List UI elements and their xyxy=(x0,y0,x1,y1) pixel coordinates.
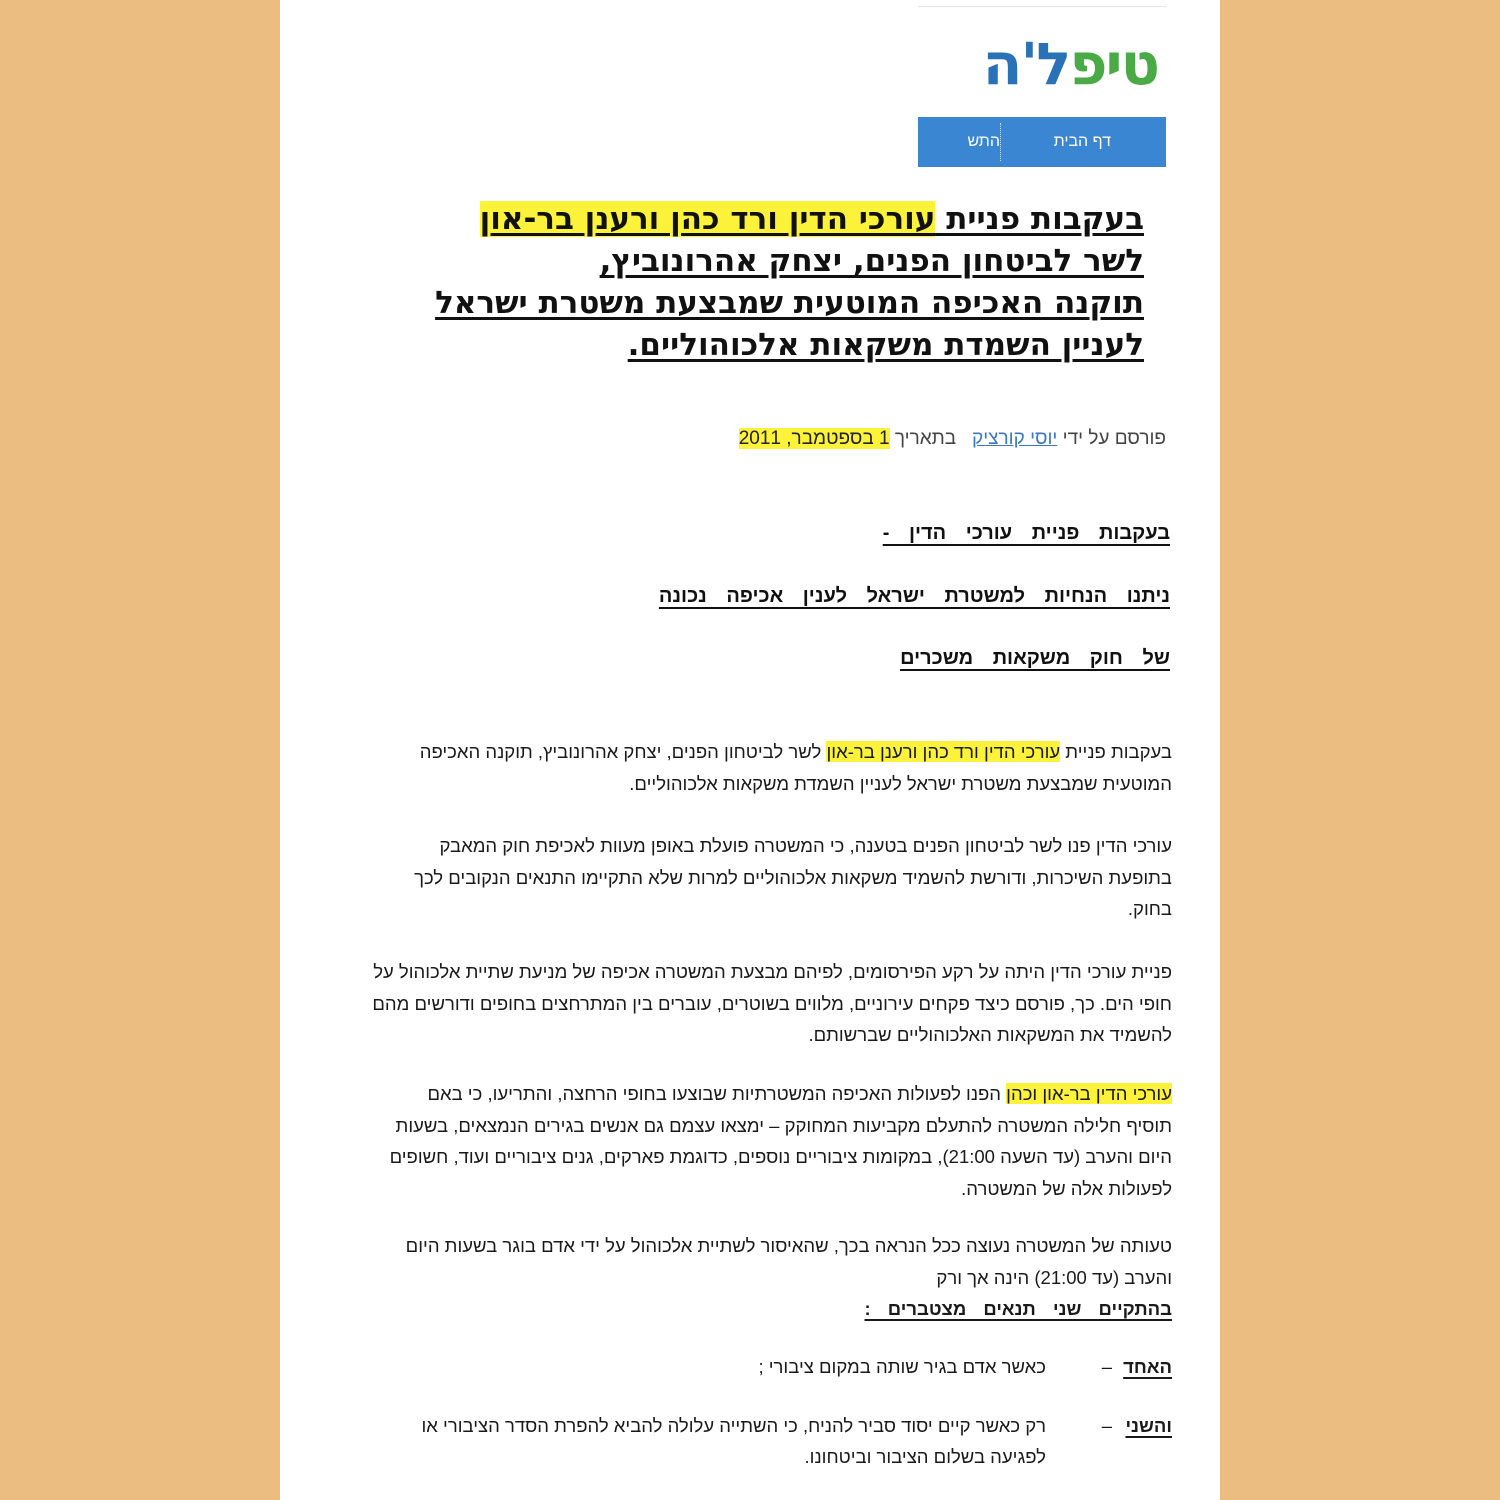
date-label: בתאריך xyxy=(894,428,957,449)
paragraph-1 xyxy=(372,736,1172,799)
author-link[interactable]: יוסי קורציק xyxy=(972,428,1058,449)
logo-text-green: טיפ xyxy=(1069,30,1158,98)
post-date: 1 בספטמבר, 2011 xyxy=(738,428,890,449)
p4-highlight-lawyers: עורכי הדין בר-און וכהן xyxy=(1006,1083,1172,1104)
headline-highlight-lawyers: עורכי הדין ורד כהן ורענן בר-און xyxy=(479,201,936,237)
header-divider xyxy=(918,6,1166,7)
document-page xyxy=(280,0,1220,1500)
headline-line2: לשר לביטחון הפנים, יצחק אהרונוביץ, xyxy=(599,243,1144,279)
subheading-2: ניתנו הנחיות למשטרת ישראל לענין אכיפה נכונה xyxy=(658,585,1170,607)
nav-item-partial[interactable]: התש xyxy=(967,133,1000,150)
condition-2-dash: – xyxy=(1101,1415,1112,1436)
site-logo[interactable] xyxy=(908,28,1158,100)
headline-line1-pre: בעקבות פניית xyxy=(935,201,1144,237)
paragraph-4 xyxy=(382,1078,1172,1204)
condition-item-1 xyxy=(342,1351,1172,1391)
nav-separator xyxy=(1000,123,1001,161)
logo-text-blue: ל'ה xyxy=(982,30,1070,98)
p5-text: טעותה של המשטרה נעוצה ככל הנראה בכך, שהאיסור לשתיית אלכוהול על ידי אדם בוגר בשעות היום והערב (עד 21:00) הינה אך ורק xyxy=(405,1235,1172,1288)
subheading-1: בעקבות פניית עורכי הדין - xyxy=(882,522,1170,544)
paragraph-2: עורכי הדין פנו לשר לביטחון הפנים בטענה, כי המשטרה פועלת באופן מעוות לאכיפת חוק המאבק בתופעת השיכרות, ודורשת להשמיד משקאות אלכוהוליים למרות שלא התקיימו התנאים הנקובים לכך בחוק. xyxy=(414,835,1172,919)
condition-1-label: האחד xyxy=(1123,1356,1172,1377)
p1-pre: בעקבות פניית xyxy=(1060,741,1172,762)
p5-bold-conditions: בהתקיים שני תנאים מצטברים : xyxy=(864,1298,1172,1319)
condition-1-dash: – xyxy=(1101,1356,1112,1377)
headline-line3: תוקנה האכיפה המוטעית שמבצעת משטרת ישראל xyxy=(435,285,1144,321)
nav-item-home[interactable]: דף הבית xyxy=(1053,133,1111,150)
headline-line4: לעניין השמדת משקאות אלכוהוליים. xyxy=(627,327,1144,363)
posted-by-label: פורסם על ידי xyxy=(1062,428,1166,449)
article-headline xyxy=(424,198,1144,366)
condition-2-text: רק כאשר קיים יסוד סביר להניח, כי השתייה עלולה להביא להפרת הסדר הציבורי או לפגיעה בשלום הציבור וביטחונו. xyxy=(421,1415,1046,1467)
paragraph-3: פניית עורכי הדין היתה על רקע הפירסומים, לפיהם מבצעת המשטרה אכיפה של מניעת שתיית אלכוהול על חופי הים. כך, פורסם כיצד פקחים עירוניים, מלווים בשוטרים, עוברים בין המתרחצים בחופים ודורשים מהם להשמיד את המשקאות האלכוהוליים שברשותם. xyxy=(372,961,1172,1045)
p1-highlight-lawyers: עורכי הדין ורד כהן ורענן בר-און xyxy=(826,741,1061,762)
subheading-3: של חוק משקאות משכרים xyxy=(900,647,1170,669)
site-navbar xyxy=(918,117,1166,167)
condition-2-label: והשני xyxy=(1125,1415,1172,1436)
p4-post: הפנו לפעולות האכיפה המשטרתיות שבוצעו בחופי הרחצה, והתריעו, כי באם תוסיף חלילה המשטרה להתעלם מקביעות המחוקק – ימצאו עצמם גם אנשים בגירים הנמצאים, בשעות היום והערב (עד השעה 21:00), במקומות ציבוריים נוספים, כדוגמת פארקים, גנים ציבוריים ועוד, חשופים לפעולות אלה של המשטרה. xyxy=(389,1083,1172,1199)
p1-post: לשר לביטחון הפנים, יצחק אהרונוביץ, תוקנה האכיפה המוטעית שמבצעת משטרת ישראל לעניין השמדת משקאות אלכוהוליים. xyxy=(419,741,1172,794)
paragraph-5 xyxy=(372,1230,1172,1325)
condition-item-2 xyxy=(342,1410,1172,1480)
post-meta xyxy=(466,428,1166,450)
condition-1-text: כאשר אדם בגיר שותה במקום ציבורי ; xyxy=(758,1356,1046,1377)
